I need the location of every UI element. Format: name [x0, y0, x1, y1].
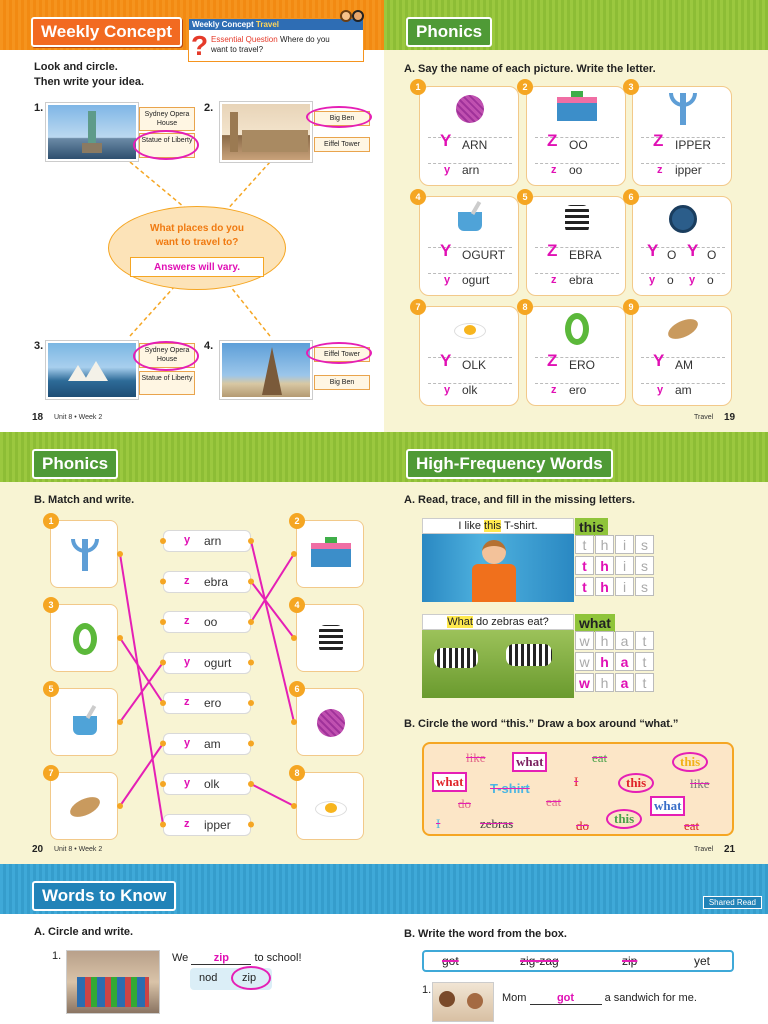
word-rest: EBRA: [569, 248, 602, 262]
word-rest: ipper: [675, 163, 702, 177]
match-line: [120, 554, 163, 825]
s1-word: this: [484, 520, 502, 532]
match-dot[interactable]: [160, 700, 166, 706]
word-what[interactable]: what: [650, 796, 685, 816]
choice-nod[interactable]: nod: [199, 972, 218, 984]
word-rest: ogurt: [462, 273, 490, 287]
word-rest: AM: [675, 358, 693, 372]
number-badge: 4: [289, 597, 305, 613]
letter-cell[interactable]: s: [635, 577, 654, 596]
girl-photo: [422, 534, 574, 602]
word-rest: O: [667, 248, 677, 262]
word-zebras[interactable]: zebras: [480, 816, 514, 831]
match-line: [251, 541, 294, 722]
number-badge: 5: [43, 681, 59, 697]
item-number: 1.: [422, 984, 432, 996]
low-letter: z: [657, 164, 663, 176]
word-i[interactable]: I: [574, 774, 579, 789]
phonics-card: [415, 302, 519, 406]
sentence-post: a sandwich for me.: [604, 992, 697, 1004]
instr-line-1: Look and circle.: [34, 61, 118, 73]
zebra-icon: [557, 199, 597, 239]
zebras-photo: [422, 630, 574, 698]
page-number: 19: [724, 412, 736, 423]
choice-zip[interactable]: zip: [242, 972, 257, 984]
word-rest: OGURT: [462, 248, 506, 262]
word-rest: arn: [204, 534, 222, 548]
word-eat[interactable]: eat: [684, 818, 700, 833]
match-dot[interactable]: [248, 700, 254, 706]
match-dot[interactable]: [248, 619, 254, 625]
word-rest: olk: [204, 777, 220, 791]
page-19: [384, 0, 768, 432]
card-number-badge: 3: [623, 79, 639, 95]
page-23: [384, 864, 768, 1024]
option-big-ben[interactable]: Big Ben: [314, 111, 370, 126]
match-dot[interactable]: [117, 635, 123, 641]
option-statue-of-liberty[interactable]: Statue of Liberty: [139, 371, 195, 395]
cap-letter: Y: [440, 131, 452, 150]
answer-circle: [133, 341, 199, 371]
match-lines: [0, 432, 384, 864]
match-dot[interactable]: [117, 719, 123, 725]
card-number-badge: 1: [410, 79, 426, 95]
low-letter: z: [184, 615, 190, 627]
word-like[interactable]: like: [690, 776, 710, 791]
letter-cell[interactable]: s: [635, 556, 654, 575]
card-number-badge: 7: [410, 299, 426, 315]
low-letter: y: [184, 777, 191, 789]
word-eat[interactable]: eat: [546, 794, 562, 809]
letter-cell[interactable]: w: [575, 652, 594, 671]
word-rest: IPPER: [675, 138, 712, 152]
match-dot[interactable]: [291, 803, 297, 809]
yogurt-cup-icon: [450, 199, 490, 239]
item-2-number: 2.: [204, 102, 214, 114]
option-statue-of-liberty[interactable]: Statue of Liberty: [139, 133, 195, 158]
statue-of-liberty-photo: [46, 103, 138, 161]
eq-text-1: Where do you: [279, 35, 330, 44]
number-badge: 2: [289, 513, 305, 529]
match-dot[interactable]: [160, 822, 166, 828]
page-21: [384, 432, 768, 864]
word-rest: ERO: [569, 358, 596, 372]
match-dot[interactable]: [248, 822, 254, 828]
word-rest: OLK: [462, 358, 487, 372]
word-rest: ero: [204, 696, 222, 710]
match-dot[interactable]: [291, 551, 297, 557]
word-rest: ipper: [204, 817, 231, 832]
word-rest: oo: [569, 163, 583, 177]
s1-pre: I like: [458, 520, 485, 532]
word-rest: o: [707, 273, 714, 287]
cap-letter: Y: [687, 241, 699, 260]
eq-tag-travel: Travel: [255, 20, 280, 29]
match-dot[interactable]: [160, 538, 166, 544]
letter-cell[interactable]: t: [635, 673, 654, 692]
page-number: 20: [32, 844, 44, 855]
low-letter: y: [184, 534, 191, 546]
word-rest: o: [667, 273, 674, 287]
word-this[interactable]: this: [618, 773, 654, 793]
letter-cell[interactable]: w: [575, 673, 594, 692]
letter-cell[interactable]: t: [575, 535, 594, 554]
letter-cell[interactable]: h: [595, 577, 614, 596]
match-dot[interactable]: [160, 619, 166, 625]
word-do[interactable]: do: [576, 818, 589, 833]
cap-letter: Z: [653, 131, 664, 150]
match-dot[interactable]: [248, 741, 254, 747]
eiffel-tower-photo: [220, 341, 312, 399]
banner-weekly-concept: Weekly Concept: [31, 17, 182, 47]
match-dot[interactable]: [160, 741, 166, 747]
match-line: [251, 784, 294, 806]
match-dot[interactable]: [160, 579, 166, 585]
banner-phonics: Phonics: [406, 17, 492, 47]
footer-text: Unit 8 • Week 2: [54, 414, 103, 421]
eq-text-2: want to travel?: [211, 45, 264, 54]
match-line: [120, 744, 163, 807]
sydney-opera-house-photo: [46, 341, 138, 399]
letter-cell[interactable]: t: [635, 631, 654, 650]
letter-cell[interactable]: i: [615, 535, 634, 554]
sentence-pre: Mom: [502, 992, 527, 1004]
word-rest: ebra: [204, 574, 229, 589]
low-letter: y: [444, 164, 451, 176]
letter-cell[interactable]: h: [595, 535, 614, 554]
word-rest: OO: [569, 138, 588, 152]
number-badge: 6: [289, 681, 305, 697]
instr-line-2: Then write your idea.: [34, 76, 145, 88]
number-badge: 8: [289, 765, 305, 781]
footer-text: Unit 8 • Week 2: [54, 846, 103, 853]
word-rest: am: [675, 383, 692, 397]
phonics-card: [628, 302, 732, 406]
letter-cell[interactable]: h: [595, 556, 614, 575]
match-dot[interactable]: [248, 538, 254, 544]
card-number-badge: 5: [517, 189, 533, 205]
option-sydney-opera-house[interactable]: Sydney Opera House: [139, 343, 195, 368]
answer-circle: [231, 966, 271, 990]
low-letter: z: [551, 164, 557, 176]
word-rest: O: [707, 248, 717, 262]
box-word-yet: yet: [694, 954, 711, 968]
page-20: [0, 432, 384, 864]
s2-word: What: [447, 616, 473, 628]
sentence: [502, 992, 697, 1005]
match-dot[interactable]: [248, 579, 254, 585]
item-1-number: 1.: [34, 102, 44, 114]
word-rest: ero: [569, 383, 587, 397]
letter-cell[interactable]: h: [595, 631, 614, 650]
word-rest: arn: [462, 163, 480, 177]
phonics-card: [628, 192, 732, 296]
word-eat[interactable]: eat: [592, 750, 608, 765]
word-rest: ARN: [462, 138, 488, 152]
word-what: what: [575, 614, 615, 632]
option-eiffel-tower[interactable]: Eiffel Tower: [314, 347, 370, 362]
letter-cell[interactable]: a: [615, 652, 634, 671]
low-letter: y: [689, 274, 696, 286]
letter-cell[interactable]: h: [595, 673, 614, 692]
match-dot[interactable]: [291, 719, 297, 725]
cap-letter: Y: [440, 241, 452, 260]
page-number: 18: [32, 412, 44, 423]
phonics-card: [415, 192, 519, 296]
word-this: this: [575, 518, 608, 536]
zoo-gate-icon: [557, 89, 597, 129]
school-kids-photo: [66, 950, 160, 1014]
low-letter: y: [184, 655, 191, 668]
cap-letter: Z: [547, 241, 558, 260]
answer-circle: [133, 130, 199, 160]
cap-letter: Y: [647, 241, 659, 260]
sentence: [172, 952, 302, 965]
word-box: [422, 950, 734, 972]
sentence-1: [422, 518, 574, 534]
word-rest: ebra: [569, 273, 594, 287]
instructions-a: A. Read, trace, and fill in the missing letters.: [404, 494, 636, 506]
word-what[interactable]: what: [512, 752, 547, 772]
low-letter: y: [649, 274, 656, 286]
mom-photo: [432, 982, 494, 1022]
low-letter: z: [184, 817, 190, 830]
box-word-zig-zag: zig-zag: [520, 954, 559, 968]
letter-cell[interactable]: t: [635, 652, 654, 671]
phonics-card: [415, 82, 519, 186]
word-this[interactable]: this: [672, 752, 708, 772]
card-number-badge: 8: [517, 299, 533, 315]
card-number-badge: 4: [410, 189, 426, 205]
s1-post: T-shirt.: [501, 520, 538, 532]
word-rest: am: [204, 736, 221, 751]
big-ben-photo: [220, 102, 312, 162]
letter-cell[interactable]: w: [575, 631, 594, 650]
low-letter: z: [184, 574, 190, 587]
banner-phonics: Phonics: [32, 449, 118, 479]
low-letter: y: [657, 384, 664, 396]
number-badge: 1: [43, 513, 59, 529]
item-number: 1.: [52, 950, 62, 962]
instructions: A. Say the name of each picture. Write the letter.: [404, 63, 656, 75]
word-do[interactable]: do: [458, 796, 471, 811]
sentence-2: [422, 614, 574, 630]
match-dot[interactable]: [248, 781, 254, 787]
word-rest: olk: [462, 383, 478, 397]
card-number-badge: 9: [623, 299, 639, 315]
letter-cell[interactable]: i: [615, 556, 634, 575]
phonics-card: [522, 82, 626, 186]
low-letter: y: [444, 384, 451, 396]
answer-circle: [306, 342, 372, 364]
answer-blank[interactable]: [530, 992, 602, 1005]
letter-cell[interactable]: h: [595, 652, 614, 671]
phonics-card: [628, 82, 732, 186]
instructions-b: B. Circle the word “this.” Draw a box around “what.”: [404, 718, 679, 730]
low-letter: y: [444, 274, 451, 286]
shared-read-tag: Shared Read: [703, 896, 762, 909]
box-word-got: got: [442, 954, 459, 968]
box-word-zip: zip: [622, 954, 638, 968]
s2-post: do zebras eat?: [472, 616, 549, 628]
low-letter: z: [184, 696, 190, 708]
item-4-number: 4.: [204, 340, 214, 352]
letter-cell[interactable]: s: [635, 535, 654, 554]
yarn-ball-icon: [450, 89, 490, 129]
page-22: [0, 864, 384, 1024]
letter-cell[interactable]: t: [575, 556, 594, 575]
instructions: B. Match and write.: [34, 494, 135, 506]
footer-text: Travel: [694, 846, 714, 853]
question-text: [108, 222, 286, 250]
match-dot[interactable]: [248, 660, 254, 666]
instructions: A. Circle and write.: [34, 926, 134, 938]
answer-got: got: [556, 992, 575, 1004]
word-tshirt[interactable]: T-shirt: [490, 781, 530, 796]
page-18: [0, 0, 384, 432]
cap-letter: Z: [547, 131, 558, 150]
answer-box: Answers will vary.: [130, 257, 264, 277]
number-badge: 3: [43, 597, 59, 613]
low-letter: z: [551, 384, 557, 396]
word-rest: oo: [204, 615, 218, 629]
eq-tag-text: Weekly Concept: [192, 20, 254, 29]
option-big-ben[interactable]: Big Ben: [314, 375, 370, 390]
item-3-number: 3.: [34, 340, 44, 352]
cap-letter: Z: [547, 351, 558, 370]
yoyo-icon: [663, 199, 703, 239]
answer-zip: zip: [213, 952, 230, 964]
yam-icon: [663, 309, 703, 349]
question-line-1: What places do you: [150, 223, 244, 234]
banner-hfw: High-Frequency Words: [406, 449, 613, 479]
letter-cell[interactable]: a: [615, 673, 634, 692]
letter-cell[interactable]: a: [615, 631, 634, 650]
word-like[interactable]: like: [466, 750, 486, 765]
low-letter: y: [184, 736, 191, 749]
question-line-2: want to travel to?: [155, 237, 239, 248]
word-rest: ogurt: [204, 655, 232, 670]
instructions: B. Write the word from the box.: [404, 928, 567, 940]
egg-yolk-icon: [450, 309, 490, 349]
footer-text: Travel: [694, 414, 714, 421]
eq-label: Essential Question: [211, 35, 278, 44]
match-dot[interactable]: [160, 660, 166, 666]
letter-cell[interactable]: i: [615, 577, 634, 596]
phonics-card: [522, 192, 626, 296]
banner-words-to-know: Words to Know: [32, 881, 176, 911]
cap-letter: Y: [440, 351, 452, 370]
match-dot[interactable]: [117, 803, 123, 809]
low-letter: z: [551, 274, 557, 286]
word-i[interactable]: I: [436, 816, 441, 831]
card-number-badge: 6: [623, 189, 639, 205]
sentence-post: to school!: [254, 952, 302, 964]
answer-circle: [306, 106, 372, 128]
zero-icon: [557, 309, 597, 349]
card-number-badge: 2: [517, 79, 533, 95]
option-sydney-opera-house[interactable]: Sydney Opera House: [139, 107, 195, 131]
match-dot[interactable]: [117, 551, 123, 557]
question-mark-icon: ?: [191, 30, 209, 61]
answer-blank[interactable]: [191, 952, 251, 965]
word-this[interactable]: this: [606, 809, 642, 829]
number-badge: 7: [43, 765, 59, 781]
page-number: 21: [724, 844, 736, 855]
cap-letter: Y: [653, 351, 665, 370]
phonics-card: [522, 302, 626, 406]
zipper-icon: [663, 89, 703, 129]
match-dot[interactable]: [160, 781, 166, 787]
word-what[interactable]: what: [432, 772, 467, 792]
option-eiffel-tower[interactable]: Eiffel Tower: [314, 137, 370, 152]
sentence-pre: We: [172, 952, 189, 964]
match-dot[interactable]: [291, 635, 297, 641]
letter-cell[interactable]: t: [575, 577, 594, 596]
